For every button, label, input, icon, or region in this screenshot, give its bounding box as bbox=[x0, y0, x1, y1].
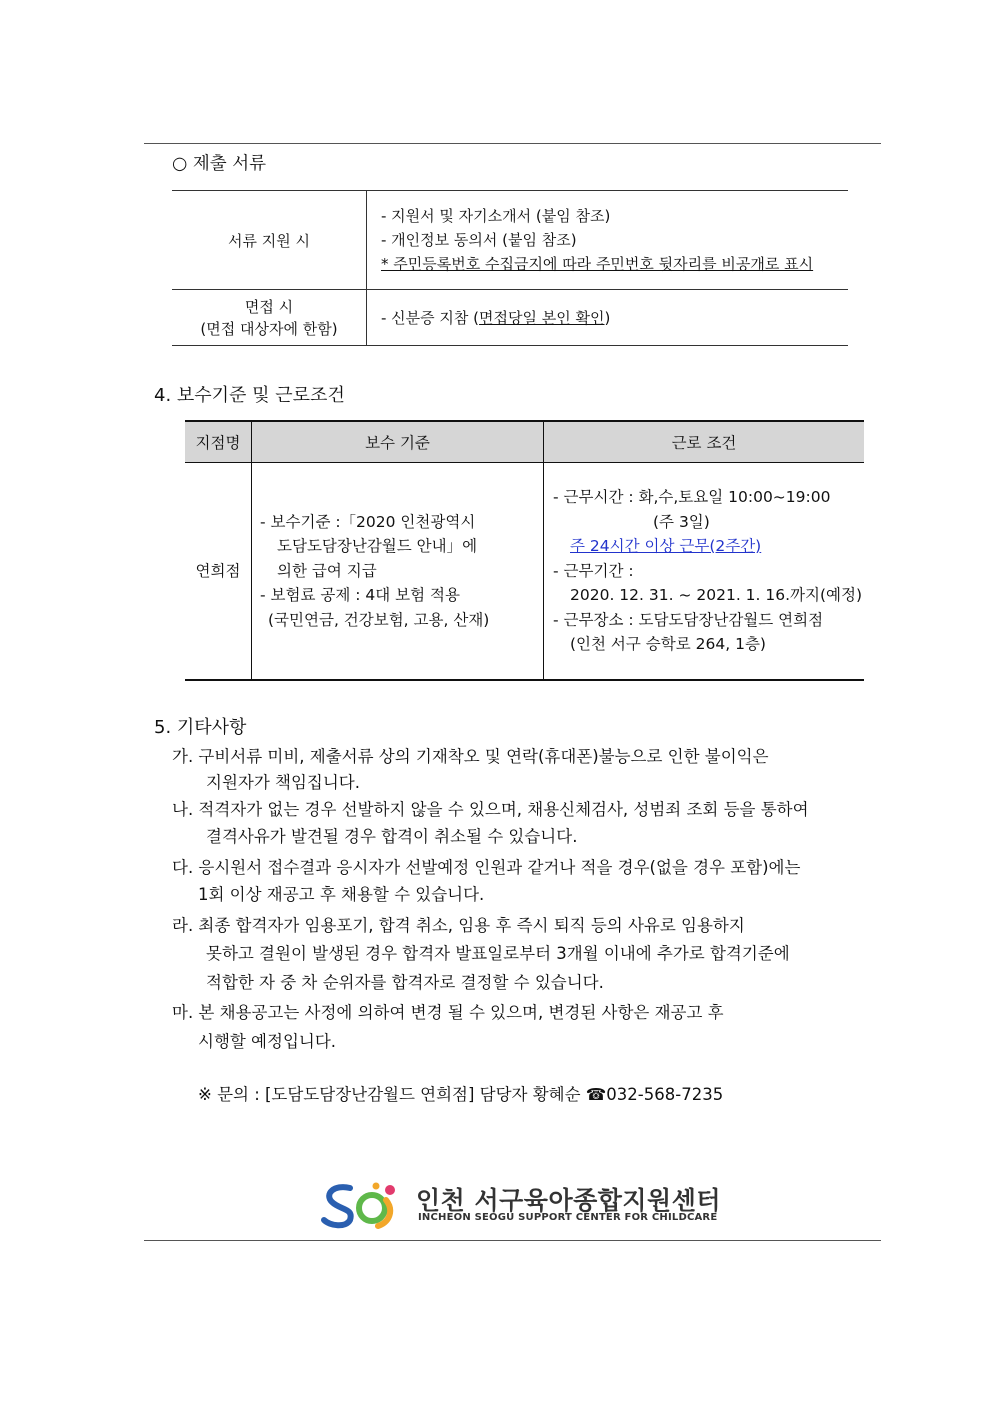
note-item-ga: 가. 구비서류 미비, 제출서류 상의 기재착오 및 연락(휴대폰)불능으로 인한 불이익은 bbox=[172, 747, 769, 766]
note-item-na-cont: 결격사유가 발견될 경우 합격이 취소될 수 있습니다. bbox=[206, 827, 578, 846]
pay-cell bbox=[252, 463, 544, 681]
note-item-da-cont: 1회 이상 재공고 후 채용할 수 있습니다. bbox=[198, 885, 485, 904]
pay-line: - 보수기준 :「2020 인천광역시 bbox=[260, 512, 476, 531]
org-name-english: INCHEON SEOGU SUPPORT CENTER FOR CHILDCARE bbox=[418, 1212, 718, 1223]
header-pay: 보수 기준 bbox=[252, 421, 544, 463]
contact-line: ※ 문의 : [도담도담장난감월드 연희점] 담당자 황혜순 ☎032-568-7235 bbox=[198, 1085, 724, 1104]
bottom-rule bbox=[144, 1240, 881, 1241]
work-line: - 근무장소 : 도담도담장난감월드 연희점 bbox=[553, 610, 824, 629]
note-item-ra-cont2: 적합한 자 중 차 순위자를 합격자로 결정할 수 있습니다. bbox=[206, 973, 604, 992]
table-row bbox=[172, 191, 848, 290]
docs-interview-cell bbox=[367, 290, 849, 346]
work-cell bbox=[544, 463, 865, 681]
list-item: - 지원서 및 자기소개서 (붙임 참조) bbox=[381, 207, 611, 225]
work-line: - 근무기간 : bbox=[553, 561, 634, 580]
docs-apply-cell bbox=[367, 191, 849, 290]
pay-table bbox=[185, 420, 864, 681]
work-line: - 근무시간 : 화,수,토요일 10:00~19:00 bbox=[553, 488, 831, 507]
branch-name: 연희점 bbox=[185, 463, 252, 681]
id-card-item-prefix: - 신분증 지참 ( bbox=[381, 309, 480, 327]
work-hours-link[interactable]: 주 24시간 이상 근무(2주간) bbox=[570, 537, 762, 556]
note-item-ga-cont: 지원자가 책임집니다. bbox=[206, 773, 360, 792]
work-line: (주 3일) bbox=[653, 512, 710, 531]
docs-label-apply: 서류 지원 시 bbox=[172, 191, 367, 290]
table-row bbox=[172, 290, 848, 346]
resident-number-note: * 주민등록번호 수집금지에 따라 주민번호 뒷자리를 비공개로 표시 bbox=[381, 255, 814, 273]
docs-label-interview bbox=[172, 290, 367, 346]
work-line: (인천 서구 승학로 264, 1층) bbox=[570, 635, 766, 654]
section4-title: 4. 보수기준 및 근로조건 bbox=[154, 385, 345, 406]
docs-table bbox=[172, 190, 848, 346]
id-card-item-underlined: 면접당일 본인 확인 bbox=[479, 309, 605, 327]
header-branch: 지점명 bbox=[185, 421, 252, 463]
pay-line: 의한 급여 지급 bbox=[277, 561, 377, 580]
docs-title: ○ 제출 서류 bbox=[172, 154, 267, 174]
header-work: 근로 조건 bbox=[544, 421, 865, 463]
org-name-korean: 인천 서구육아종합지원센터 bbox=[416, 1186, 722, 1215]
pay-line: (국민연금, 건강보험, 고용, 산재) bbox=[268, 610, 490, 629]
center-logo-icon bbox=[320, 1180, 412, 1230]
interview-label-sub: (면접 대상자에 한함) bbox=[200, 319, 338, 338]
pay-line: - 보험료 공제 : 4대 보험 적용 bbox=[260, 586, 460, 605]
table-row bbox=[185, 463, 864, 681]
note-item-da: 다. 응시원서 접수결과 응시자가 선발예정 인원과 같거나 적을 경우(없을 경우 포함)에는 bbox=[172, 858, 801, 877]
note-item-ra-cont1: 못하고 결원이 발생된 경우 합격자 발표일로부터 3개월 이내에 추가로 합격기준에 bbox=[206, 944, 790, 963]
note-item-na: 나. 적격자가 없는 경우 선발하지 않을 수 있으며, 채용신체검사, 성범죄 조회 등을 통하여 bbox=[172, 800, 809, 819]
note-item-ra: 라. 최종 합격자가 임용포기, 합격 취소, 임용 후 즉시 퇴직 등의 사유로 임용하지 bbox=[172, 916, 745, 935]
id-card-item-suffix: ) bbox=[604, 309, 611, 327]
top-rule bbox=[144, 143, 881, 144]
note-item-ma-cont: 시행할 예정입니다. bbox=[198, 1032, 337, 1051]
section5-title: 5. 기타사항 bbox=[154, 717, 247, 738]
list-item: - 개인정보 동의서 (붙임 참조) bbox=[381, 231, 577, 249]
table-header-row bbox=[185, 421, 864, 463]
work-line: 2020. 12. 31. ~ 2021. 1. 16.까지(예정) bbox=[570, 586, 863, 605]
note-item-ma: 마. 본 채용공고는 사정에 의하여 변경 될 수 있으며, 변경된 사항은 재공고 후 bbox=[172, 1003, 724, 1022]
interview-label-line: 면접 시 bbox=[244, 297, 294, 316]
pay-line: 도담도담장난감월드 안내」에 bbox=[277, 537, 478, 556]
